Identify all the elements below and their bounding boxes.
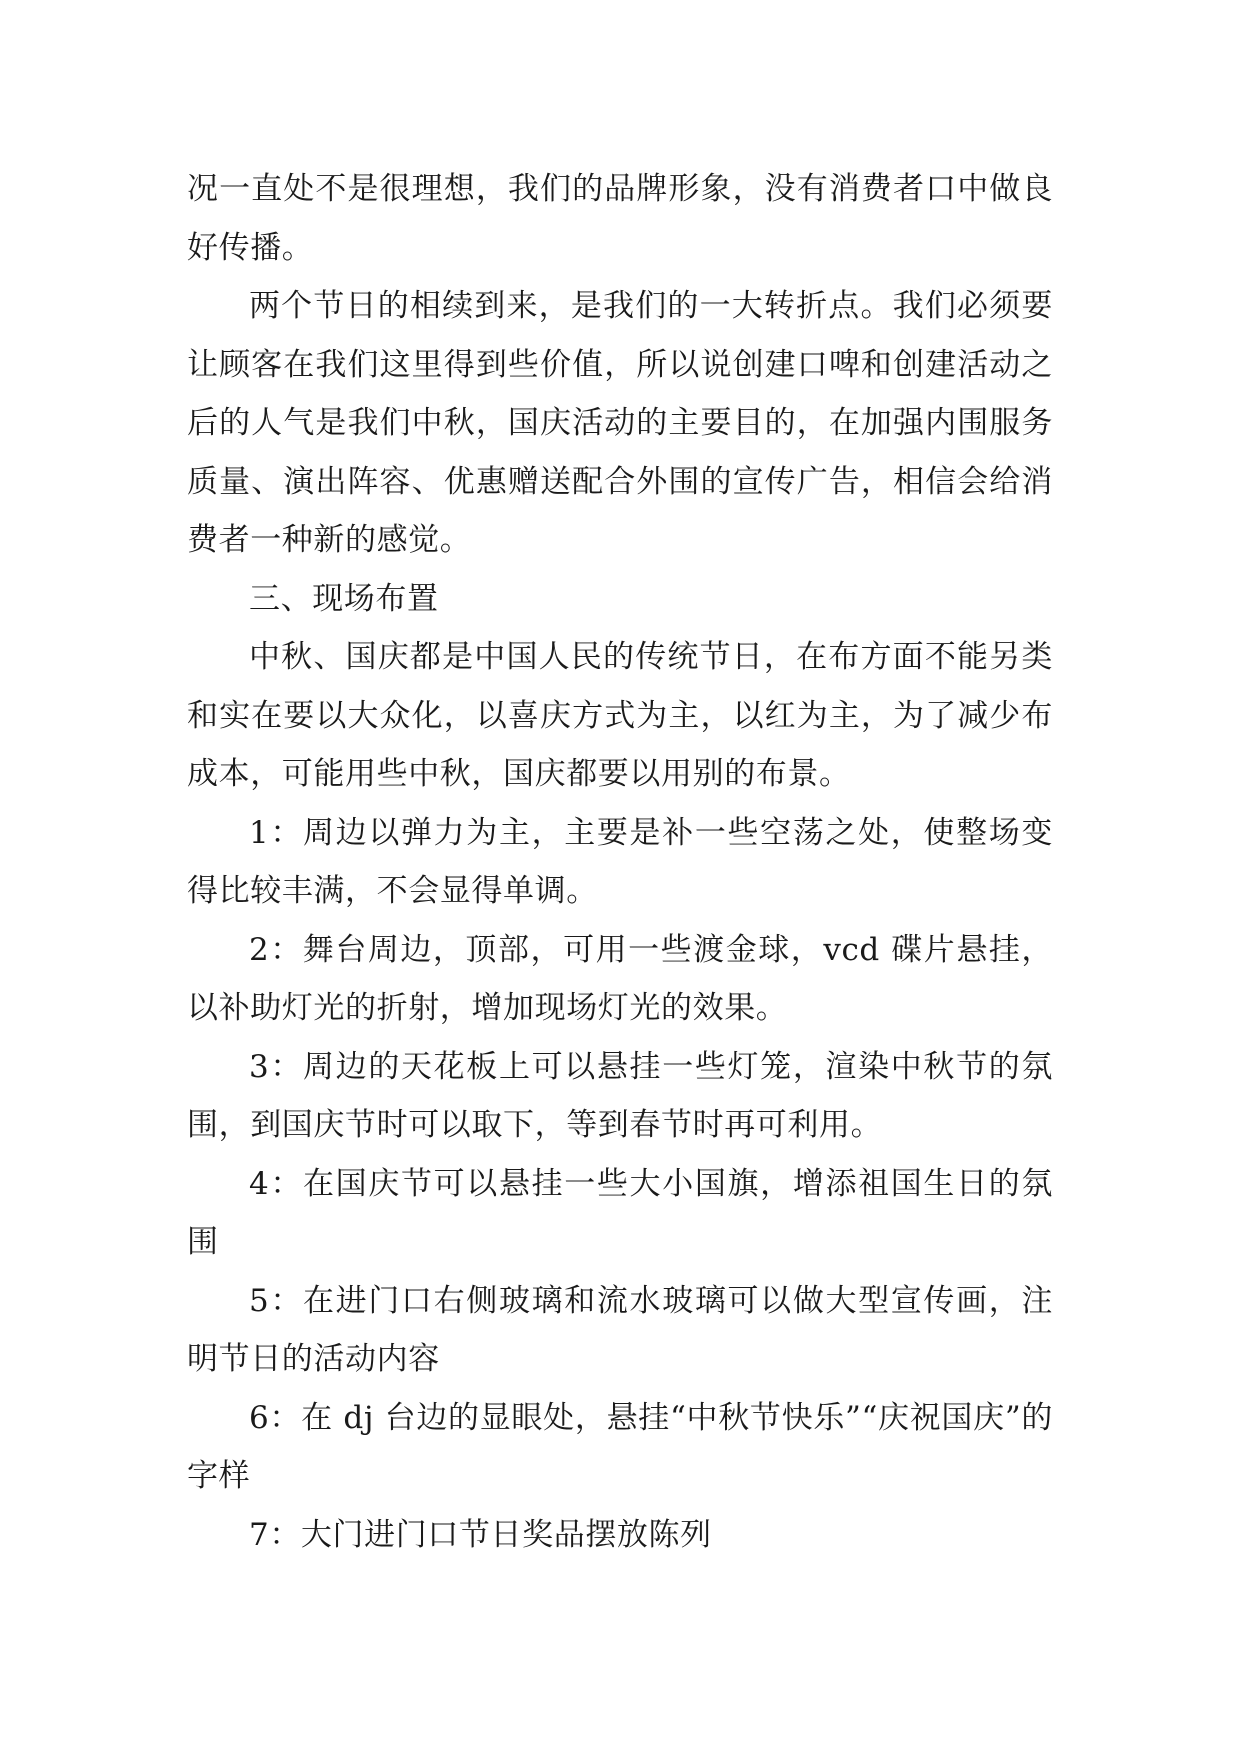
list-item-3: 3：周边的天花板上可以悬挂一些灯笼，渲染中秋节的氛围，到国庆节时可以取下，等到春节时再可利用。 xyxy=(187,1048,1053,1143)
document-body xyxy=(187,160,1053,1564)
list-item-5: 5：在进门口右侧玻璃和流水玻璃可以做大型宣传画，注明节日的活动内容 xyxy=(187,1282,1053,1377)
paragraph-continuation: 况一直处不是很理想，我们的品牌形象，没有消费者口中做良好传播。 xyxy=(187,171,1053,266)
list-item-1: 1：周边以弹力为主，主要是补一些空荡之处，使整场变得比较丰满，不会显得单调。 xyxy=(187,814,1053,909)
section-heading-venue-setup: 三、现场布置 xyxy=(249,580,439,617)
paragraph-decoration-intro: 中秋、国庆都是中国人民的传统节日，在布方面不能另类和实在要以大众化，以喜庆方式为主，以红为主，为了减少布成本，可能用些中秋，国庆都要以用别的布景。 xyxy=(187,639,1053,792)
list-item-4: 4：在国庆节可以悬挂一些大小国旗，增添祖国生日的氛围 xyxy=(187,1165,1053,1260)
list-item-7: 7：大门进门口节日奖品摆放陈列 xyxy=(249,1516,712,1553)
list-item-2: 2：舞台周边，顶部，可用一些渡金球，vcd 碟片悬挂，以补助灯光的折射，增加现场灯光的效果。 xyxy=(187,931,1053,1026)
paragraph-turning-point: 两个节日的相续到来，是我们的一大转折点。我们必须要让顾客在我们这里得到些价值，所以说创建口啤和创建活动之后的人气是我们中秋，国庆活动的主要目的，在加强内围服务质量、演出阵容、优惠赠送配合外围的宣传广告，相信会给消费者一种新的感觉。 xyxy=(187,288,1053,558)
list-item-6: 6：在 dj 台边的显眼处，悬挂“中秋节快乐”“庆祝国庆”的字样 xyxy=(187,1399,1053,1494)
